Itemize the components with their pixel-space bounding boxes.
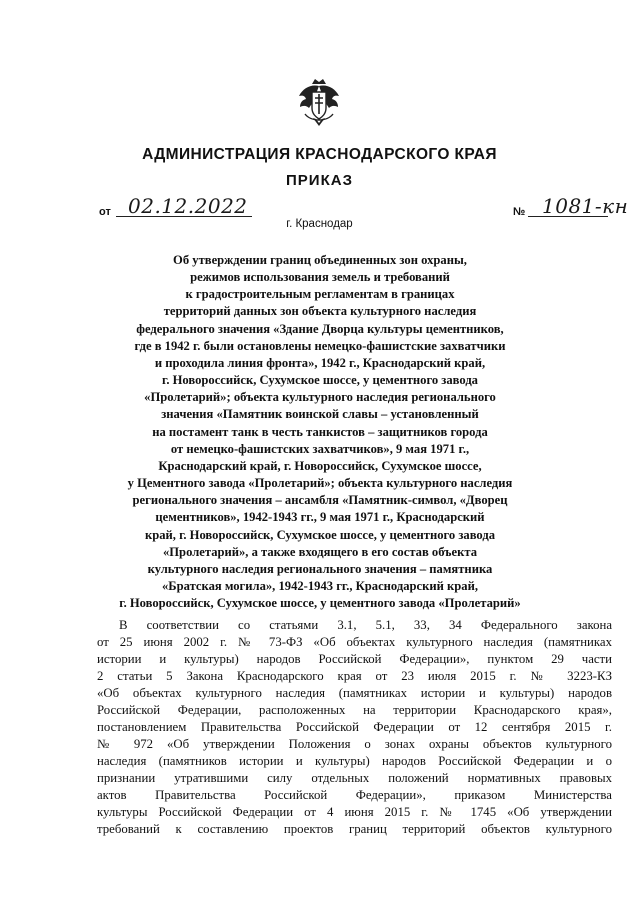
subject-line: и проходила линия фронта», 1942 г., Краснодарский край, [154,355,486,370]
subject-line: цементников», 1942-1943 гг., 9 мая 1971 г., Краснодарский [155,510,485,525]
body-line: от 25 июня 2002 г. № 73-ФЗ «Об объектах культурного наследия (памятниках [97,635,612,649]
body-line: наследия (памятников истории и культуры) народов Российской Федерации и о [97,754,612,768]
body-line: культуры Российской Федерации от 4 июня 2015 г. № 1745 «Об утверждении [97,805,612,819]
body-line: В соответствии со статьями 3.1, 5.1, 33, 34 Федерального закона [119,618,612,632]
subject-line: федерального значения «Здание Дворца культуры цементников, [136,321,504,336]
body-line: Российской Федерации, расположенных на территории Краснодарского края», [97,703,612,717]
body-line: признании утратившими силу отдельных положений нормативных правовых [97,771,612,785]
body-line: № 972 «Об утверждении Положения о зонах охраны объектов культурного [97,737,612,751]
subject-line: г. Новороссийск, Сухумское шоссе, у цементного завода [162,373,478,388]
date-prefix: от [99,206,111,218]
body-line: требований к составлению проектов границ территорий объектов культурного [97,822,612,836]
document-city: г. Краснодар [286,218,353,230]
subject-line: к градостроительным регламентам в границах [185,287,455,302]
subject-line: культурного наследия регионального значения – памятника [147,561,493,576]
subject-line: территорий данных зон объекта культурного наследия [163,304,477,319]
body-line: истории и культуры) народов Российской Федерации», пунктом 29 части [97,652,612,666]
subject-line: «Пролетарий»; объекта культурного наследия регионального [144,390,496,405]
document-subject [110,252,530,612]
subject-line: у Цементного завода «Пролетарий»; объекта культурного наследия [127,476,513,491]
coat-of-arms-icon [297,78,341,128]
subject-line: от немецко-фашистских захватчиков», 9 мая 1971 г., [170,441,470,456]
subject-line: регионального значения – ансамбля «Памятник-символ, «Дворец [132,493,508,508]
subject-line: на постамент танк в честь танкистов – защитников города [152,424,488,439]
number-prefix: № [513,206,526,218]
organization-title: АДМИНИСТРАЦИЯ КРАСНОДАРСКОГО КРАЯ [142,146,497,163]
subject-line: край, г. Новороссийск, Сухумское шоссе, у цементного завода [144,527,496,542]
document-type: ПРИКАЗ [286,172,353,189]
body-line: постановлением Правительства Российской Федерации от 12 сентября 2015 г. [97,720,612,734]
subject-line: г. Новороссийск, Сухумское шоссе, у цементного завода «Пролетарий» [119,596,521,611]
document-body [97,617,612,838]
subject-line: значения «Памятник воинской славы – установленный [161,407,479,422]
subject-line: где в 1942 г. были остановлены немецко-фашистские захватчики [134,338,506,353]
subject-line: «Пролетарий», а также входящего в его состав объекта [162,544,478,559]
subject-line: Об утверждении границ объединенных зон охраны, [173,253,467,267]
subject-line: Краснодарский край, г. Новороссийск, Сухумское шоссе, [158,458,482,473]
body-line: «Об объектах культурного наследия (памятниках истории и культуры) народов [97,686,612,700]
document-number: 1081-кн [542,194,629,218]
document-date: 02.12.2022 [128,194,248,218]
subject-line: режимов использования земель и требований [190,270,450,285]
body-line: актов Правительства Российской Федерации», приказом Министерства [97,788,612,802]
body-line: 2 статьи 5 Закона Краснодарского края от 23 июля 2015 г. № 3223-КЗ [97,669,612,683]
subject-line: «Братская могила», 1942-1943 гг., Краснодарский край, [161,578,479,593]
